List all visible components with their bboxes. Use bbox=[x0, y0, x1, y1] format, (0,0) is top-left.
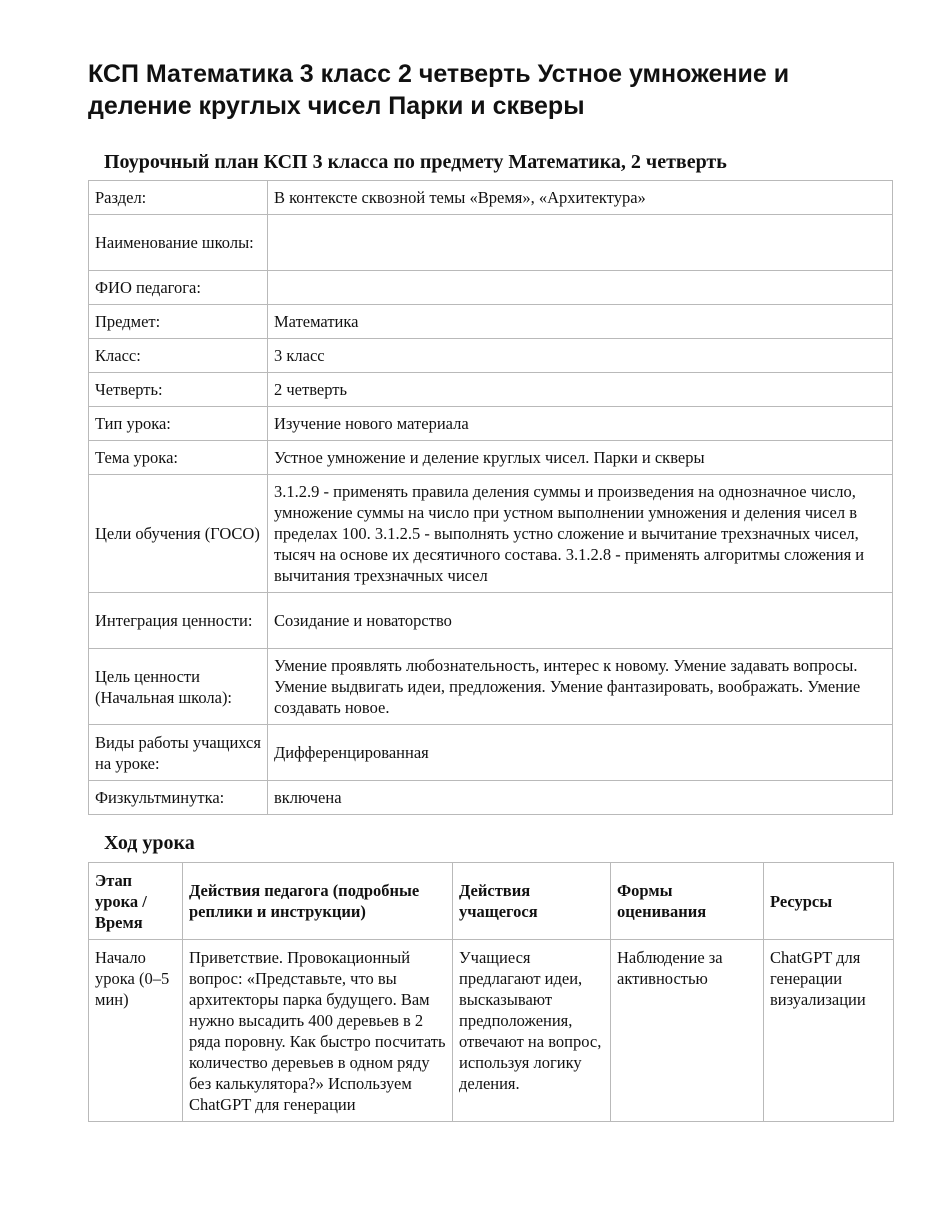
column-header-assessment: Формы оценивания bbox=[611, 863, 764, 940]
table-row bbox=[89, 215, 893, 271]
column-header-resources: Ресурсы bbox=[764, 863, 894, 940]
info-value-value-goal: Умение проявлять любознательность, интерес к новому. Умение задавать вопросы. Умение выдвигать идеи, предложения. Умение фантазировать, воображать. Умение создавать новое. bbox=[268, 649, 893, 725]
lesson-info-table bbox=[88, 180, 893, 815]
course-heading: Ход урока bbox=[104, 832, 195, 854]
info-label-quarter: Четверть: bbox=[89, 373, 268, 407]
table-row bbox=[89, 593, 893, 649]
info-label-grade: Класс: bbox=[89, 339, 268, 373]
info-label-learning-goals: Цели обучения (ГОСО) bbox=[89, 475, 268, 593]
info-value-value-integration: Созидание и новаторство bbox=[268, 593, 893, 649]
table-row bbox=[89, 305, 893, 339]
info-value-school bbox=[268, 215, 893, 271]
column-header-stage: Этап урока / Время bbox=[89, 863, 183, 940]
info-value-lesson-topic: Устное умножение и деление круглых чисел. Парки и скверы bbox=[268, 441, 893, 475]
info-value-subject: Математика bbox=[268, 305, 893, 339]
cell-resources: ChatGPT для генерации визуализации bbox=[764, 940, 894, 1122]
table-row bbox=[89, 407, 893, 441]
info-label-teacher: ФИО педагога: bbox=[89, 271, 268, 305]
info-label-section: Раздел: bbox=[89, 181, 268, 215]
column-header-teacher-actions: Действия педагога (подробные реплики и инструкции) bbox=[183, 863, 453, 940]
info-label-value-integration: Интеграция ценности: bbox=[89, 593, 268, 649]
cell-student-actions: Учащиеся предлагают идеи, высказывают предположения, отвечают на вопрос, используя логику деления. bbox=[453, 940, 611, 1122]
info-value-exercise-break: включена bbox=[268, 781, 893, 815]
document-page bbox=[88, 58, 893, 1122]
info-value-learning-goals: 3.1.2.9 - применять правила деления суммы и произведения на однозначное число, умножение суммы на число при устном выполнении умножения и деления чисел в пределах 100. 3.1.2.5 - выполнять устно сложение и вычитание трехзначных чисел, тысяч на основе их десятичного состава. 3.1.2.8 - применять алгоритмы сложения и вычитания трехзначных чисел bbox=[268, 475, 893, 593]
cell-stage: Начало урока (0–5 мин) bbox=[89, 940, 183, 1122]
info-label-work-types: Виды работы учащихся на уроке: bbox=[89, 725, 268, 781]
info-label-school: Наименование школы: bbox=[89, 215, 268, 271]
table-row bbox=[89, 339, 893, 373]
table-row bbox=[89, 441, 893, 475]
info-label-exercise-break: Физкультминутка: bbox=[89, 781, 268, 815]
table-row bbox=[89, 940, 894, 1122]
table-row bbox=[89, 725, 893, 781]
table-row bbox=[89, 781, 893, 815]
column-header-student-actions: Действия учащегося bbox=[453, 863, 611, 940]
info-value-work-types: Дифференцированная bbox=[268, 725, 893, 781]
table-row bbox=[89, 181, 893, 215]
table-row bbox=[89, 475, 893, 593]
info-label-value-goal: Цель ценности (Начальная школа): bbox=[89, 649, 268, 725]
table-row bbox=[89, 271, 893, 305]
info-value-teacher bbox=[268, 271, 893, 305]
table-header-row bbox=[89, 863, 894, 940]
plan-heading: Поурочный план КСП 3 класса по предмету Математика, 2 четверть bbox=[104, 151, 727, 173]
document-title: КСП Математика 3 класс 2 четверть Устное умножение и деление круглых чисел Парки и скверы bbox=[88, 60, 790, 120]
info-label-lesson-type: Тип урока: bbox=[89, 407, 268, 441]
info-value-lesson-type: Изучение нового материала bbox=[268, 407, 893, 441]
cell-assessment: Наблюдение за активностью bbox=[611, 940, 764, 1122]
info-value-section: В контексте сквозной темы «Время», «Архитектура» bbox=[268, 181, 893, 215]
info-value-quarter: 2 четверть bbox=[268, 373, 893, 407]
info-label-lesson-topic: Тема урока: bbox=[89, 441, 268, 475]
info-label-subject: Предмет: bbox=[89, 305, 268, 339]
info-value-grade: 3 класс bbox=[268, 339, 893, 373]
table-row bbox=[89, 373, 893, 407]
cell-teacher-actions: Приветствие. Провокационный вопрос: «Представьте, что вы архитекторы парка будущего. Вам нужно высадить 400 деревьев в 2 ряда поровну. Как быстро посчитать количество деревьев в одном ряду без калькулятора?» Используем ChatGPT для генерации bbox=[183, 940, 453, 1122]
lesson-course-table bbox=[88, 862, 894, 1122]
table-row bbox=[89, 649, 893, 725]
